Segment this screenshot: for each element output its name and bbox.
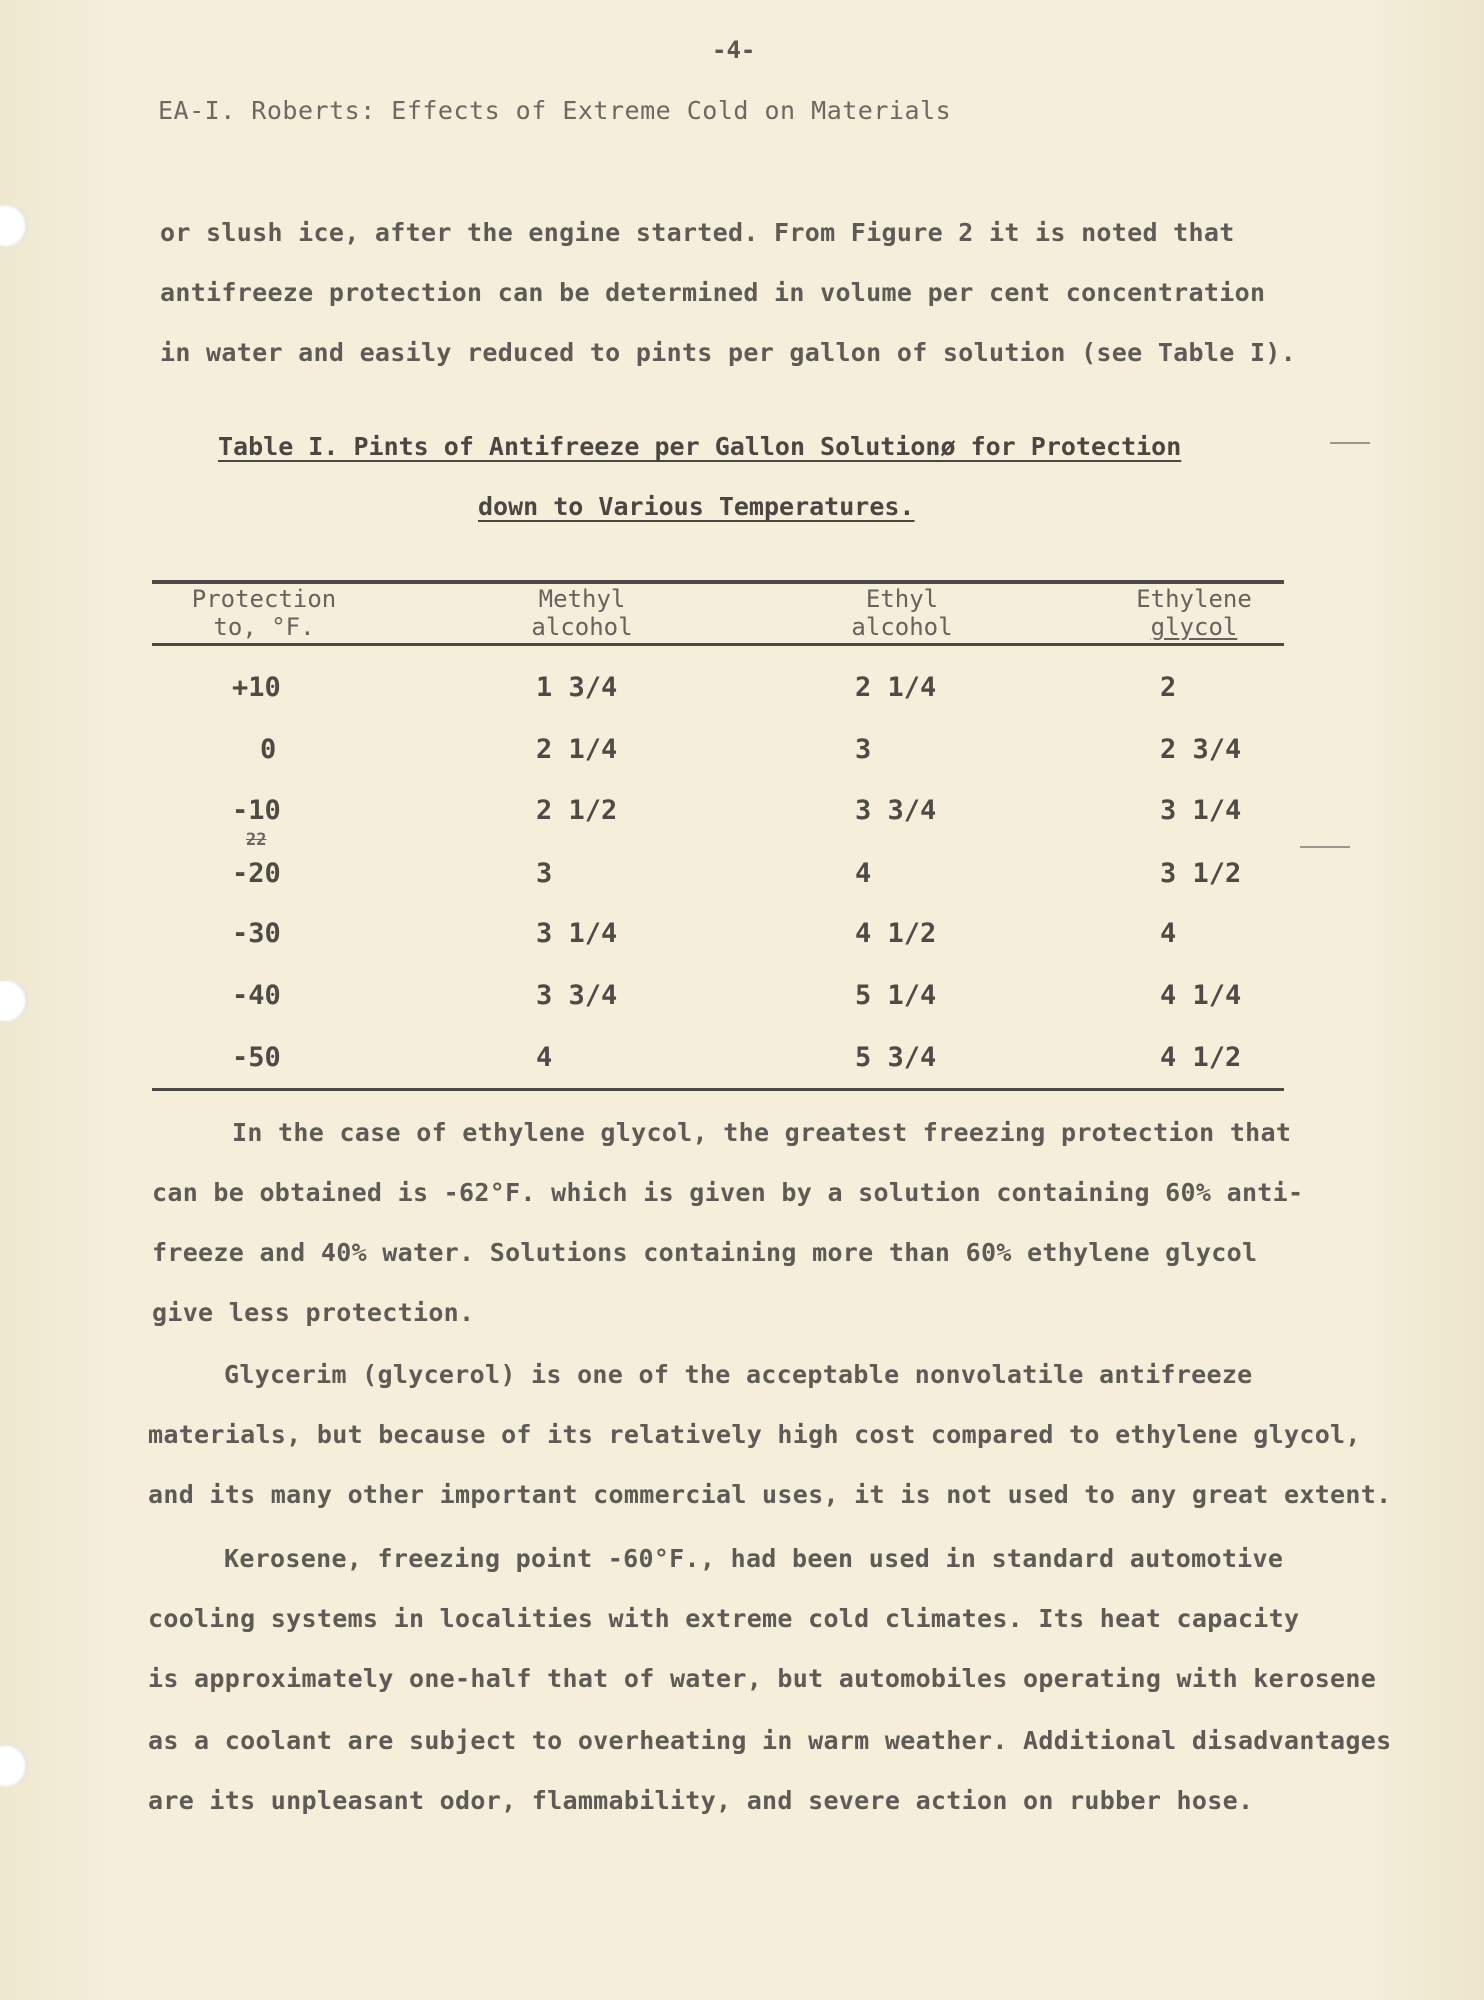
table-cell: -10	[232, 795, 281, 826]
header-line: to, °F.	[213, 613, 315, 641]
header-line: Ethyl	[865, 585, 939, 613]
paragraph-line: or slush ice, after the engine started. From Figure 2 it is noted that	[160, 218, 1235, 247]
table-cell: 4	[855, 858, 872, 889]
punch-hole-top	[0, 205, 28, 247]
paragraph-line: freeze and 40% water. Solutions containing more than 60% ethylene glycol	[152, 1238, 1258, 1267]
table-cell: 4 1/2	[1160, 1042, 1242, 1073]
table-cell: 4 1/4	[1160, 980, 1242, 1011]
table-cell: 2 1/2	[536, 795, 618, 826]
table-caption-line2: down to Various Temperatures.	[478, 492, 915, 521]
paragraph-line: In the case of ethylene glycol, the greatest freezing protection that	[232, 1118, 1292, 1147]
table-cell: -30	[232, 918, 281, 949]
header-line: Protection	[191, 585, 337, 613]
table-cell: 2 1/4	[855, 672, 937, 703]
header-protection	[152, 585, 376, 641]
page-number: -4-	[712, 36, 756, 64]
table-cell: 0	[260, 734, 277, 765]
header-line: Methyl	[538, 585, 626, 613]
table-bottom-rule	[152, 1088, 1284, 1091]
punch-hole-bottom	[0, 1745, 28, 1787]
running-head: EA-I. Roberts: Effects of Extreme Cold on Materials	[158, 96, 952, 125]
header-ethylene-glycol	[1084, 585, 1304, 641]
header-line: alcohol	[851, 613, 953, 641]
margin-mark	[1300, 846, 1350, 848]
paragraph-line: as a coolant are subject to overheating in warm weather. Additional disadvantages	[148, 1726, 1392, 1755]
table-cell: 3 3/4	[536, 980, 618, 1011]
table-cell: 4 1/2	[855, 918, 937, 949]
paragraph-line: is approximately one-half that of water, but automobiles operating with kerosene	[148, 1664, 1377, 1693]
table-cell: -40	[232, 980, 281, 1011]
paragraph-line: can be obtained is -62°F. which is given by a solution containing 60% anti-	[152, 1178, 1304, 1207]
table-cell: 5 3/4	[855, 1042, 937, 1073]
header-line: Ethylene	[1136, 585, 1252, 613]
table-cell: 3	[536, 858, 553, 889]
paragraph-line: Glycerim (glycerol) is one of the acceptable nonvolatile antifreeze	[224, 1360, 1253, 1389]
header-methyl-alcohol	[472, 585, 692, 641]
table-cell: +10	[232, 672, 281, 703]
header-line: glycol	[1150, 613, 1238, 641]
header-line: alcohol	[531, 613, 633, 641]
table-cell: 3 1/2	[1160, 858, 1242, 889]
table-header-rule	[152, 643, 1284, 646]
table-caption-line1: Table I. Pints of Antifreeze per Gallon Solutionø for Protection	[218, 432, 1182, 461]
table-cell: 5 1/4	[855, 980, 937, 1011]
table-cell: 2 3/4	[1160, 734, 1242, 765]
table-cell: 2	[1160, 672, 1177, 703]
paragraph-line: give less protection.	[152, 1298, 475, 1327]
paragraph-line: are its unpleasant odor, flammability, and severe action on rubber hose.	[148, 1786, 1254, 1815]
punch-hole-middle	[0, 980, 28, 1022]
table-cell: 2 1/4	[536, 734, 618, 765]
table-cell: 3 1/4	[536, 918, 618, 949]
struck-text: 22	[246, 830, 267, 850]
table-cell: 3	[855, 734, 872, 765]
table-cell: 1 3/4	[536, 672, 618, 703]
table-cell: 4	[1160, 918, 1177, 949]
paragraph-line: in water and easily reduced to pints per gallon of solution (see Table I).	[160, 338, 1296, 367]
table-top-rule	[152, 580, 1284, 584]
paragraph-line: Kerosene, freezing point -60°F., had been used in standard automotive	[224, 1544, 1284, 1573]
table-cell: 3 3/4	[855, 795, 937, 826]
table-cell: 4	[536, 1042, 553, 1073]
margin-mark	[1330, 442, 1370, 444]
table-cell: -20	[232, 858, 281, 889]
paragraph-line: and its many other important commercial uses, it is not used to any great extent.	[148, 1480, 1392, 1509]
table-cell: 3 1/4	[1160, 795, 1242, 826]
header-ethyl-alcohol	[792, 585, 1012, 641]
paragraph-line: antifreeze protection can be determined in volume per cent concentration	[160, 278, 1266, 307]
table-cell: -50	[232, 1042, 281, 1073]
paragraph-line: materials, but because of its relatively high cost compared to ethylene glycol,	[148, 1420, 1361, 1449]
paragraph-line: cooling systems in localities with extreme cold climates. Its heat capacity	[148, 1604, 1300, 1633]
